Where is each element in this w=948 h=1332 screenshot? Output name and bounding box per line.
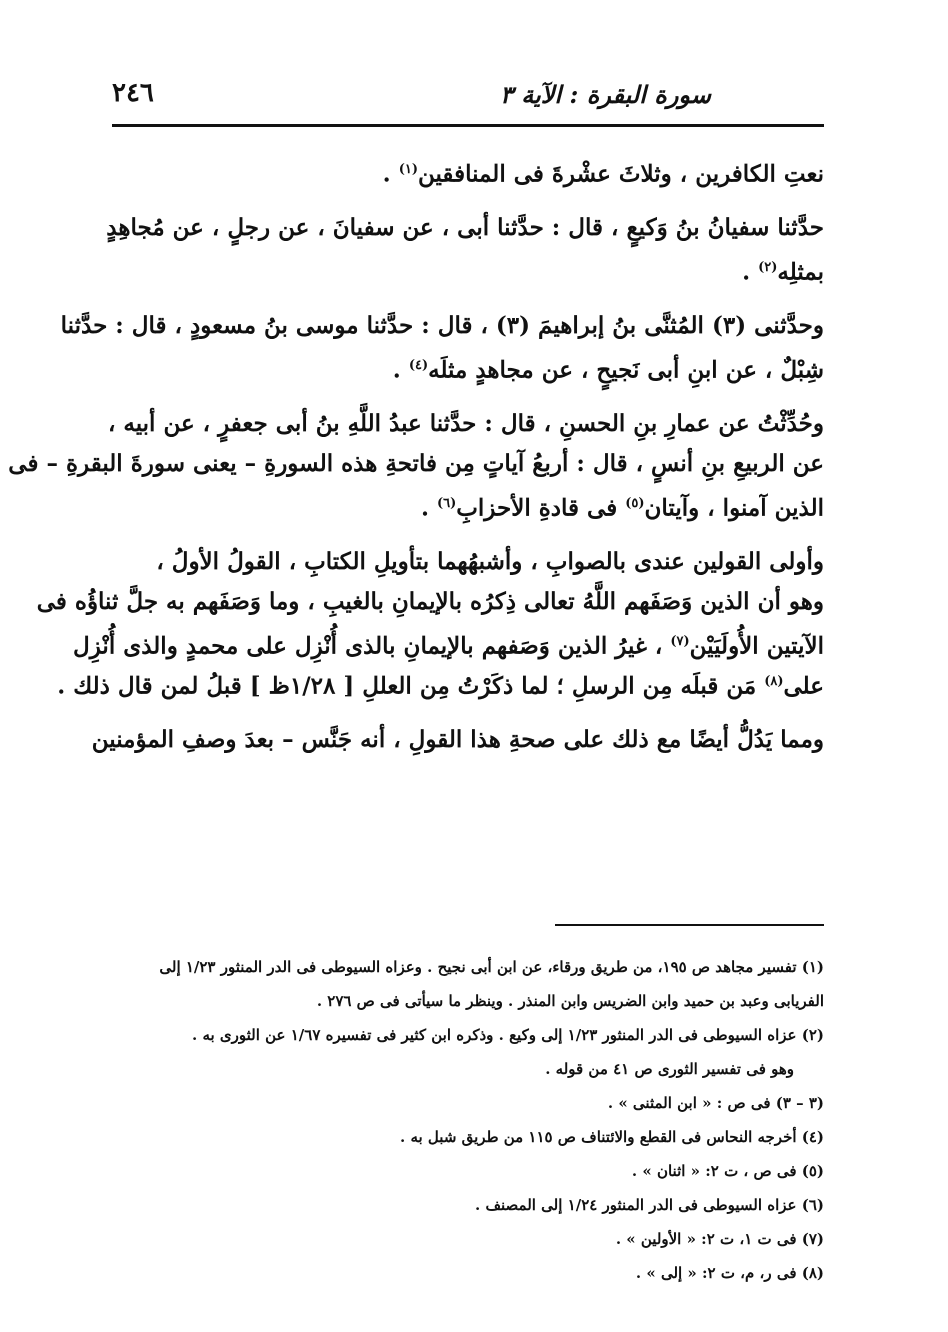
footnotes	[112, 950, 824, 1290]
footnote: (٥) فى ص ، ت ٢: « اثنان » .	[631, 1162, 824, 1180]
text-line: وهو أن الذين وَصَفَهم اللَّهُ تعالى ذِكرُه بالإيمانِ بالغيبِ ، وما وَصَفَهم به جلَّ ثناؤُه فى	[36, 588, 824, 615]
footnote: (١) تفسير مجاهد ص ١٩٥، من طريق ورقاء، عن ابن أبى نجيح . وعزاه السيوطى فى الدر المنثور ١/٢٣ إلى	[159, 958, 824, 976]
text-line: ومما يَدُلُّ أيضًا مع ذلك على صحةِ هذا القولِ ، أنه جَنَّس – بعدَ وصفِ المؤمنين	[91, 726, 824, 753]
text-line: شِبْلٌ ، عن ابنِ أبى نَجيحٍ ، عن مجاهدٍ مثلَه$^{(٤)}$ .	[392, 356, 824, 384]
page-number: ٢٤٦	[112, 78, 154, 108]
footnote-continuation: الفريابى وعبد بن حميد وابن الضريس وابن المنذر . وينظر ما سيأتى فى ص ٢٧٦ .	[316, 992, 824, 1010]
footnote: (٣ – ٣) فى ص : « ابن المثنى » .	[607, 1094, 824, 1112]
text-line: وحدَّثنى (٣) المُثنَّى بنُ إبراهيمَ (٣) ، قال : حدَّثنا موسى بنُ مسعودٍ ، قال : حدَّثنا	[60, 312, 824, 339]
text-line: على$^{(٨)}$ مَن قبلَه مِن الرسلِ ؛ لما ذكَرْتُ مِن العللِ [ ١/٢٨ظ ] قبلُ لمن قال ذلك .	[57, 672, 824, 700]
footnote: (٤) أخرجه النحاس فى القطع والائتناف ص ١١٥ من طريق شبل به .	[400, 1128, 824, 1146]
text-line: وحُدِّثْتُ عن عمارِ بنِ الحسنِ ، قال : حدَّثنا عبدُ اللَّهِ بنُ أبى جعفرٍ ، عن أبيه ،	[107, 410, 824, 437]
footnote-ref: (٧)	[670, 634, 690, 649]
footnote-ref: (٢)	[758, 260, 778, 275]
lead-word: حدَّثنا	[777, 214, 824, 241]
footnote-ref: (٨)	[764, 674, 784, 689]
footnote-ref: (٥)	[625, 496, 645, 511]
text-line: الذين آمنوا ، وآيتان$^{(٥)}$ فى قادةِ الأحزابِ$^{(٦)}$ .	[420, 494, 824, 522]
lead-phrase: وأولى القولين عندى بالصوابِ	[545, 548, 824, 575]
text-line: نعتِ الكافرين ، وثلاثَ عشْرةَ فى المنافقين$^{(١)}$ .	[382, 160, 824, 188]
text-line: الآيتين الأُولَيَيْن$^{(٧)}$ ، غيرُ الذين وَصَفهم بالإيمانِ بالذى أُنْزِل على محمدٍ والذى أُنْزِل	[73, 632, 824, 660]
paragraph-6	[91, 720, 824, 760]
paragraph-1	[112, 150, 824, 190]
paragraph-3	[60, 306, 824, 386]
lead-word: وحدَّثنى	[754, 312, 824, 339]
running-title: سورة البقرة : الآية ٣	[500, 80, 711, 109]
footnote: (٨) فى ر، م، ت ٢: « إلى » .	[635, 1264, 824, 1282]
footnote: (٧) فى ت ١، ت ٢: « الأولين » .	[615, 1230, 824, 1248]
footnote: (٦) عزاه السيوطى فى الدر المنثور ١/٢٤ إلى المصنف .	[475, 1196, 824, 1214]
footnote-continuation: وهو فى تفسير الثورى ص ٤١ من قوله .	[545, 1060, 794, 1078]
text-line: حدَّثنا سفيانُ بنُ وَكيعٍ ، قال : حدَّثنا أبى ، عن سفيانَ ، عن رجلٍ ، عن مُجاهِدٍ	[106, 214, 824, 241]
paragraph-2	[106, 208, 824, 288]
text-line: وأولى القولين عندى بالصوابِ ، وأشبهُهما بتأويلِ الكتابِ ، القولُ الأولُ ،	[156, 548, 824, 575]
paragraph-4	[8, 404, 824, 524]
text-line: بمثلِه$^{(٢)}$ .	[742, 258, 824, 286]
page-header	[112, 78, 824, 118]
footnote-ref: (٦)	[436, 496, 457, 511]
footnote-ref: (١)	[398, 162, 418, 177]
lead-word: وحُدِّثْتُ	[757, 410, 824, 437]
footnote-ref: (٤)	[408, 358, 429, 373]
header-rule	[112, 124, 824, 127]
footnote-rule	[555, 924, 824, 926]
text-line: عن الربيعِ بنِ أنسٍ ، قال : أربعُ آياتٍ مِن فاتحةِ هذه السورةِ – يعنى سورةَ البقرةِ – فى	[8, 450, 824, 477]
paragraph-5	[36, 542, 824, 702]
footnote: (٢) عزاه السيوطى فى الدر المنثور ١/٢٣ إلى وكيع . وذكره ابن كثير فى تفسيره ١/٦٧ عن الثورى به .	[192, 1026, 824, 1044]
main-text	[8, 150, 824, 760]
